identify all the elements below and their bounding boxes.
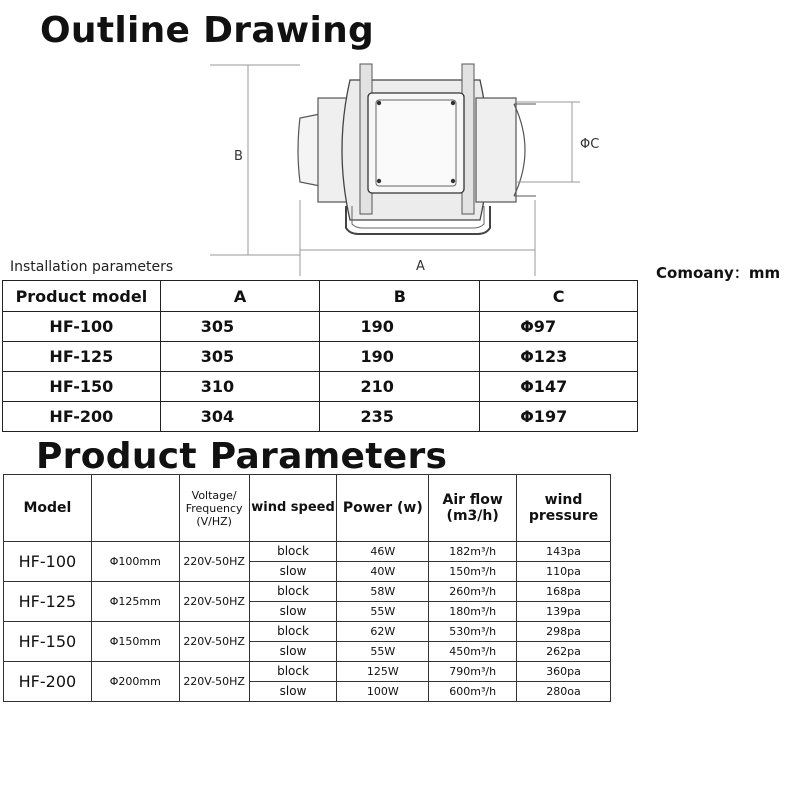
speed-cell: block (249, 542, 337, 562)
model-cell: HF-200 (3, 402, 161, 432)
b-cell: 190 (320, 342, 480, 372)
voltage-cell: 220V-50HZ (179, 622, 249, 662)
airflow-cell: 150m³/h (429, 562, 517, 582)
speed-cell: block (249, 622, 337, 642)
power-cell: 55W (337, 642, 429, 662)
dim-c-label: ΦC (580, 137, 600, 152)
airflow-cell: 180m³/h (429, 602, 517, 622)
pressure-cell: 360pa (517, 662, 611, 682)
pressure-cell: 280oa (517, 682, 611, 702)
fan-outline-drawing (200, 60, 620, 280)
power-cell: 125W (337, 662, 429, 682)
a-cell: 310 (160, 372, 320, 402)
a-cell: 305 (160, 312, 320, 342)
c-cell: Φ123 (480, 342, 638, 372)
header-voltage: Voltage/ Frequency (V/HZ) (179, 475, 249, 542)
a-cell: 305 (160, 342, 320, 372)
speed-cell: slow (249, 642, 337, 662)
pressure-cell: 262pa (517, 642, 611, 662)
power-cell: 46W (337, 542, 429, 562)
installation-parameters-label: Installation parameters (10, 259, 174, 275)
product-parameters-table (3, 474, 611, 702)
dim-a-label: A (416, 259, 425, 274)
a-cell: 304 (160, 402, 320, 432)
power-cell: 62W (337, 622, 429, 642)
product-parameters-title: Product Parameters (36, 436, 448, 477)
model-cell: HF-100 (3, 312, 161, 342)
model-cell: HF-150 (3, 372, 161, 402)
header-c: C (480, 281, 638, 312)
pressure-cell: 139pa (517, 602, 611, 622)
c-cell: Φ197 (480, 402, 638, 432)
model-cell: HF-150 (4, 622, 92, 662)
table-row (3, 312, 638, 342)
pressure-cell: 168pa (517, 582, 611, 602)
table-row (4, 622, 611, 642)
table-row (4, 662, 611, 682)
header-b: B (320, 281, 480, 312)
header-a: A (160, 281, 320, 312)
outline-drawing-title: Outline Drawing (40, 10, 375, 51)
diameter-cell: Φ100mm (91, 542, 179, 582)
airflow-cell: 790m³/h (429, 662, 517, 682)
parameters-header-row (4, 475, 611, 542)
voltage-cell: 220V-50HZ (179, 662, 249, 702)
speed-cell: block (249, 662, 337, 682)
diameter-cell: Φ150mm (91, 622, 179, 662)
speed-cell: slow (249, 682, 337, 702)
table-row (3, 372, 638, 402)
power-cell: 58W (337, 582, 429, 602)
airflow-cell: 182m³/h (429, 542, 517, 562)
airflow-cell: 530m³/h (429, 622, 517, 642)
installation-header-row (3, 281, 638, 312)
unit-note: Comoany：mm (656, 264, 781, 282)
speed-cell: slow (249, 602, 337, 622)
header-wind-speed: wind speed (249, 475, 337, 542)
dim-b-label: B (234, 149, 243, 164)
speed-cell: block (249, 582, 337, 602)
header-diameter (91, 475, 179, 542)
header-power: Power (w) (337, 475, 429, 542)
b-cell: 210 (320, 372, 480, 402)
model-cell: HF-125 (4, 582, 92, 622)
installation-table (2, 280, 638, 432)
voltage-cell: 220V-50HZ (179, 582, 249, 622)
table-row (3, 402, 638, 432)
diameter-cell: Φ200mm (91, 662, 179, 702)
voltage-cell: 220V-50HZ (179, 542, 249, 582)
model-cell: HF-125 (3, 342, 161, 372)
b-cell: 190 (320, 312, 480, 342)
power-cell: 100W (337, 682, 429, 702)
table-row (3, 342, 638, 372)
table-row (4, 542, 611, 562)
pressure-cell: 143pa (517, 542, 611, 562)
airflow-cell: 450m³/h (429, 642, 517, 662)
pressure-cell: 298pa (517, 622, 611, 642)
c-cell: Φ97 (480, 312, 638, 342)
model-cell: HF-100 (4, 542, 92, 582)
header-air-flow: Air flow (m3/h) (429, 475, 517, 542)
table-row (4, 582, 611, 602)
b-cell: 235 (320, 402, 480, 432)
header-wind-pressure: wind pressure (517, 475, 611, 542)
header-product-model: Product model (3, 281, 161, 312)
power-cell: 55W (337, 602, 429, 622)
model-cell: HF-200 (4, 662, 92, 702)
speed-cell: slow (249, 562, 337, 582)
diameter-cell: Φ125mm (91, 582, 179, 622)
power-cell: 40W (337, 562, 429, 582)
airflow-cell: 260m³/h (429, 582, 517, 602)
c-cell: Φ147 (480, 372, 638, 402)
pressure-cell: 110pa (517, 562, 611, 582)
header-model: Model (4, 475, 92, 542)
airflow-cell: 600m³/h (429, 682, 517, 702)
